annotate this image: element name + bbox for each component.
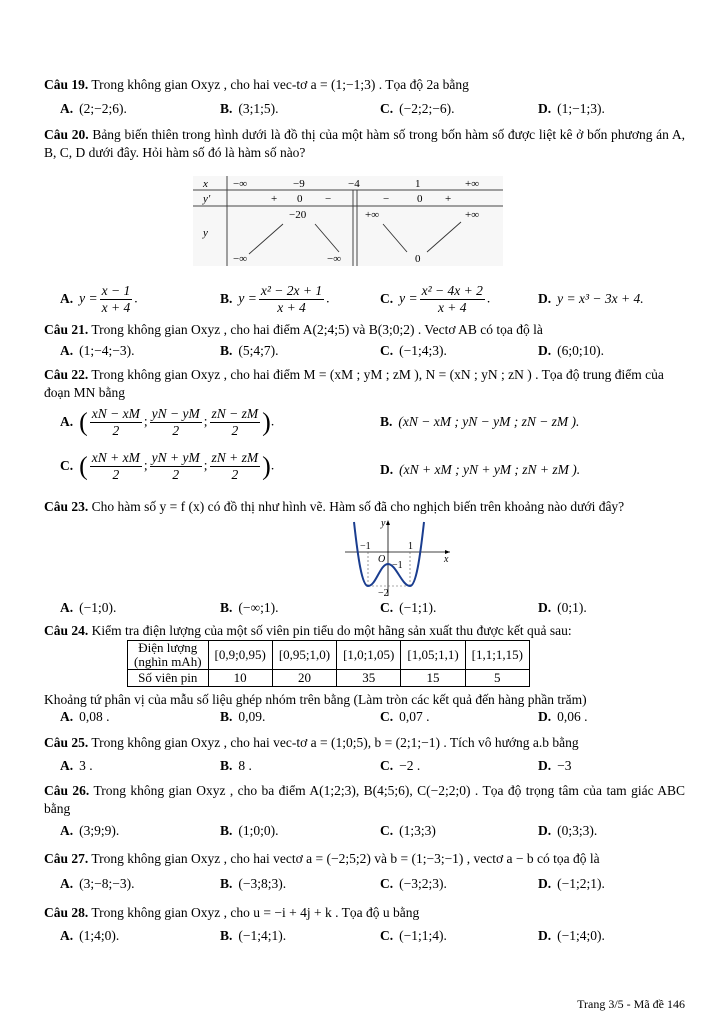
options-25 [60,758,685,778]
question-text: Trong không gian Oxyz , cho hai vec-tơ a = (1;0;5), b = (2;1;−1) . Tích vô hướng a.b bằng [91,735,579,750]
options-26 [60,823,685,843]
option-a[interactable]: A. 0,08 . [60,709,110,724]
options-27 [60,876,685,896]
x-val-4: 1 [415,178,421,190]
option-b[interactable]: B. 8 . [220,758,252,773]
count-4: 15 [401,670,465,687]
option-d[interactable]: D. 0,06 . [538,709,588,724]
count-1: 10 [208,670,272,687]
graph-origin: O [378,554,386,565]
x-val-2: −9 [293,178,305,190]
option-c[interactable]: C. y = $\frac{\text{x² − 4x + 2}}{x + 4}$ . [380,283,491,315]
option-a[interactable]: A. (2;−2;6). [60,101,127,116]
sign-6: + [445,193,452,205]
option-a[interactable]: A. (3;9;9). [60,823,120,838]
x-val-1: −∞ [233,178,248,190]
graph-tick-neg1: −1 [360,541,371,552]
class-3: [1,0;1,05) [337,641,401,670]
option-d[interactable]: D. (xN + xM ; yN + yM ; zN + zM ). [380,462,581,477]
question-26 [44,782,685,818]
option-d[interactable]: D. (0;1). [538,600,587,615]
option-d[interactable]: D. −3 [538,758,572,773]
class-5: [1,1;1,15) [465,641,529,670]
row-label: Số viên pin [128,670,209,687]
class-1: [0,9;0,95) [208,641,272,670]
options-19 [60,101,685,121]
question-23 [44,498,685,516]
option-c[interactable]: C. (−1;4;3). [380,343,447,358]
question-20 [44,126,685,162]
option-a[interactable]: A. (1;−4;−3). [60,343,135,358]
question-25 [44,734,685,752]
option-d[interactable]: D. (−1;4;0). [538,928,605,943]
option-c[interactable]: C. (1;3;3) [380,823,436,838]
question-24-text2: Khoảng tứ phân vị của mẫu số liệu ghép nhóm trên bằng (Làm tròn các kết quả đến hàng phần trăm) [44,692,587,707]
sign-2: 0 [297,193,303,205]
y-val-5: −∞ [327,253,342,265]
question-22 [44,366,685,402]
options-21 [60,343,685,363]
label-x: x [203,178,208,190]
option-d[interactable]: D. (1;−1;3). [538,101,605,116]
question-number: Câu 21. [44,322,89,337]
question-number: Câu 19. [44,77,89,92]
y-val-1: −20 [289,209,307,221]
y-val-6: 0 [415,253,421,265]
sign-4: − [383,193,390,205]
options-24 [60,709,685,729]
question-number: Câu 28. [44,905,89,920]
option-c[interactable]: C. (−1;1). [380,600,437,615]
option-a[interactable]: A. 3 . [60,758,93,773]
options-20 [60,283,685,317]
options-22-cd [60,450,685,490]
page-footer: Trang 3/5 - Mã đề 146 [577,997,685,1011]
option-a[interactable]: A. (3;−8;−3). [60,876,135,891]
question-text: Trong không gian Oxyz , cho hai điểm M = (xM ; yM ; zM ), N = (xN ; yN ; zN ) . Tọa độ trung điểm của đoạn MN bằng [44,367,664,400]
option-b[interactable]: B. (5;4;7). [220,343,279,358]
count-2: 20 [272,670,336,687]
option-b[interactable]: B. (1;0;0). [220,823,279,838]
class-4: [1,05;1,1) [401,641,465,670]
question-24 [44,622,685,640]
question-21 [44,321,685,339]
question-text: Trong không gian Oxyz , cho hai vectơ a = (−2;5;2) và b = (1;−3;−1) , vectơ a − b có tọa độ là [91,851,600,866]
count-5: 5 [465,670,529,687]
graph-x-label: x [444,554,449,565]
question-19 [44,76,685,94]
option-c[interactable]: C. −2 . [380,758,421,773]
option-a[interactable]: A. (−1;0). [60,600,117,615]
option-c[interactable]: C. (−2;2;−6). [380,101,455,116]
question-27 [44,850,685,868]
question-number: Câu 24. [44,623,89,638]
option-b[interactable]: B. (3;1;5). [220,101,279,116]
graph-tick-1: 1 [408,541,413,552]
option-d[interactable]: D. (0;3;3). [538,823,598,838]
header-cell: Điện lượng (nghìn mAh) [128,641,209,670]
option-c[interactable]: C. ( $\frac{xN + xM}{2}$ ; $\frac{yN + yM}{2}$ ; $\frac{zN + zM}{2}$ ). [60,450,275,482]
question-text: Trong không gian Oxyz , cho u = −i + 4j + k . Tọa độ u bằng [91,905,420,920]
question-number: Câu 20. [44,127,89,142]
option-c[interactable]: C. (−3;2;3). [380,876,447,891]
y-val-4: −∞ [233,253,248,265]
option-a[interactable]: A. y = $\frac{x - 1}{x + 4}$ . [60,283,138,315]
question-text: Bảng biến thiên trong hình dưới là đồ thị của một hàm số trong bốn hàm số được liệt kê ở bốn phương án A, B, C, D dưới đây. Hỏi hàm số đó là hàm số nào? [44,127,686,160]
question-number: Câu 27. [44,851,89,866]
option-b[interactable]: B. (−1;4;1). [220,928,287,943]
sign-3: − [325,193,332,205]
option-b[interactable]: B. y = $\frac{\text{x² − 2x + 1}}{x + 4}$ . [220,283,330,315]
options-22-ab [60,406,685,446]
question-text: Trong không gian Oxyz , cho ba điểm A(1;2;3), B(4;5;6), C(−2;2;0) . Tọa độ trọng tâm của tam giác ABC bằng [44,783,685,816]
sign-5: 0 [417,193,423,205]
option-d[interactable]: D. y = x³ − 3x + 4. [538,291,644,306]
question-text: Cho hàm số y = f (x) có đồ thị như hình vẽ. Hàm số đã cho nghịch biến trên khoảng nào dưới đây? [91,499,625,514]
option-b[interactable]: B. (−∞;1). [220,600,279,615]
label-y: y [203,227,208,239]
sign-1: + [271,193,278,205]
question-text: Kiểm tra điện lượng của một số viên pin tiểu do một hãng sản xuất thu được kết quả sau: [91,623,572,638]
question-number: Câu 25. [44,735,89,750]
option-c[interactable]: C. (−1;1;4). [380,928,447,943]
question-number: Câu 26. [44,783,90,798]
option-d[interactable]: D. (6;0;10). [538,343,604,358]
question-text: Trong không gian Oxyz , cho hai điểm A(2;4;5) và B(3;0;2) . Vectơ AB có tọa độ là [91,322,543,337]
graph-y-neg1: −1 [392,560,403,571]
variation-table [193,176,503,266]
count-3: 35 [337,670,401,687]
data-table [127,640,530,687]
option-d[interactable]: D. (−1;2;1). [538,876,605,891]
question-number: Câu 22. [44,367,89,382]
options-28 [60,928,685,948]
question-number: Câu 23. [44,499,89,514]
option-b[interactable]: B. (−3;8;3). [220,876,287,891]
question-28 [44,904,685,922]
option-a[interactable]: A. (1;4;0). [60,928,120,943]
class-2: [0,95;1,0) [272,641,336,670]
function-graph [340,518,455,598]
x-val-5: +∞ [465,178,480,190]
graph-y-label: y [381,518,386,529]
graph-y-neg2: −2 [378,588,389,598]
label-yprime: y' [203,193,211,205]
option-b[interactable]: B. 0,09. [220,709,266,724]
option-b[interactable]: B. (xN − xM ; yN − yM ; zN − zM ). [380,414,580,429]
y-val-2: +∞ [365,209,380,221]
option-a[interactable]: A. ( $\frac{xN - xM}{2}$ ; $\frac{yN - yM}{2}$ ; $\frac{zN - zM}{2}$ ). [60,406,275,438]
option-c[interactable]: C. 0,07 . [380,709,430,724]
options-23 [60,600,685,620]
x-val-3: −4 [348,178,360,190]
question-text: Trong không gian Oxyz , cho hai vec-tơ a = (1;−1;3) . Tọa độ 2a bằng [91,77,469,92]
y-val-3: +∞ [465,209,480,221]
